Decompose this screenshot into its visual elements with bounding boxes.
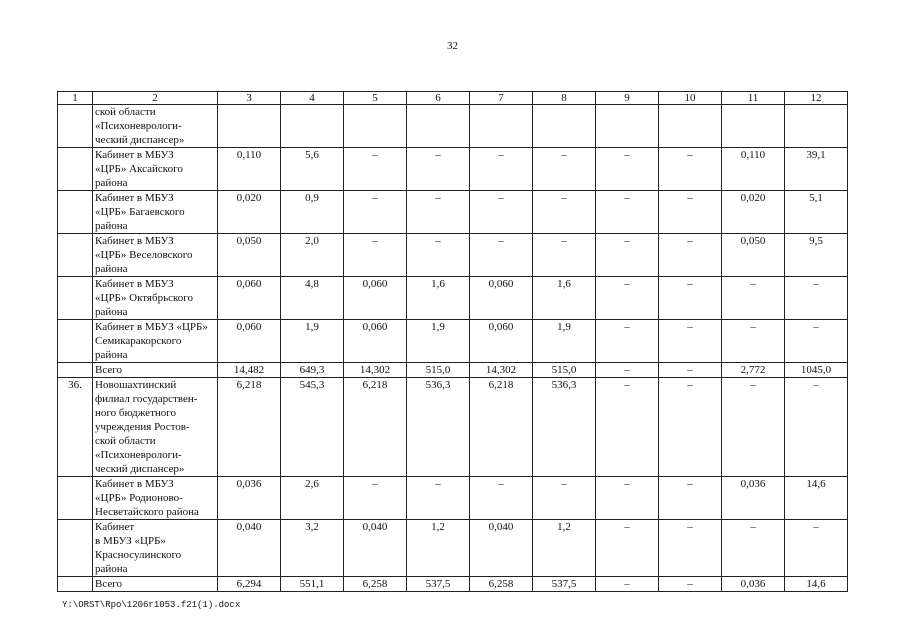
table-cell: 0,020 [218,191,281,234]
row-name: ской области «Психоневрологи- ческий диспансер» [93,105,218,148]
row-name: Кабинет в МБУЗ «ЦРБ» Октябрьского района [93,277,218,320]
table-cell: – [659,477,722,520]
table-cell: 0,110 [218,148,281,191]
table-cell: – [533,191,596,234]
row-number [58,477,93,520]
table-row [58,148,848,191]
table-row [58,577,848,592]
table-cell: 649,3 [281,363,344,378]
table-cell: 0,060 [470,277,533,320]
table-cell: 14,302 [470,363,533,378]
table-cell: 14,302 [344,363,407,378]
column-header: 10 [659,92,722,105]
table-cell: 1,9 [281,320,344,363]
table-cell: – [722,520,785,577]
table-cell: – [722,378,785,477]
table-cell: 537,5 [407,577,470,592]
column-header: 2 [93,92,218,105]
table-cell [218,105,281,148]
table-cell [785,105,848,148]
row-name: Кабинет в МБУЗ «ЦРБ» Багаевского района [93,191,218,234]
file-path-footer: Y:\ORST\Rpo\1206r1053.f21(1).docx [62,600,241,610]
table-cell: – [533,234,596,277]
table-cell: 2,6 [281,477,344,520]
row-number [58,191,93,234]
table-cell: 0,060 [344,277,407,320]
table-cell: – [596,378,659,477]
table-cell: 1,9 [533,320,596,363]
table-cell: – [659,277,722,320]
table-cell [533,105,596,148]
table-cell: – [785,520,848,577]
row-name: Кабинет в МБУЗ «ЦРБ» Веселовского района [93,234,218,277]
table-cell: – [659,577,722,592]
table-cell: – [596,577,659,592]
table-cell: 4,8 [281,277,344,320]
table-row [58,520,848,577]
table-cell: – [659,191,722,234]
table-cell: 6,294 [218,577,281,592]
table-row [58,477,848,520]
row-name: Всего [93,363,218,378]
table-cell: – [344,148,407,191]
table-cell: 0,040 [218,520,281,577]
table-cell: 515,0 [533,363,596,378]
row-number [58,363,93,378]
table-cell: 1,6 [407,277,470,320]
table-cell [596,105,659,148]
column-header: 9 [596,92,659,105]
table-cell: 3,2 [281,520,344,577]
table-cell: – [344,477,407,520]
column-header: 1 [58,92,93,105]
row-number [58,577,93,592]
column-header: 3 [218,92,281,105]
table-cell: – [533,477,596,520]
column-header: 12 [785,92,848,105]
table-cell: 0,036 [722,477,785,520]
table-cell: 1,2 [533,520,596,577]
row-number [58,148,93,191]
table-cell: 6,258 [344,577,407,592]
table-cell: – [659,378,722,477]
table-cell: 1,2 [407,520,470,577]
table-row [58,234,848,277]
table-cell: – [533,148,596,191]
table-cell: – [470,191,533,234]
column-header: 6 [407,92,470,105]
table-cell: 0,050 [722,234,785,277]
table-cell: 551,1 [281,577,344,592]
table-cell: – [659,320,722,363]
data-table [57,91,848,592]
table-cell: 0,060 [218,277,281,320]
table-cell: 5,6 [281,148,344,191]
table-cell: – [785,277,848,320]
table-cell [722,105,785,148]
table-cell: – [470,477,533,520]
column-header: 4 [281,92,344,105]
table-cell: – [470,234,533,277]
row-number [58,277,93,320]
table-cell: 0,036 [218,477,281,520]
table-cell: – [659,363,722,378]
table-cell: 14,6 [785,477,848,520]
table-cell [407,105,470,148]
row-number [58,234,93,277]
table-cell: – [407,234,470,277]
table-cell: 1045,0 [785,363,848,378]
row-name: Кабинет в МБУЗ «ЦРБ» Аксайского района [93,148,218,191]
table-cell: – [344,191,407,234]
table-cell [470,105,533,148]
table-cell: 1,9 [407,320,470,363]
column-header: 11 [722,92,785,105]
table-row [58,320,848,363]
header-row [58,92,848,105]
row-number [58,520,93,577]
column-header: 8 [533,92,596,105]
table-cell: 14,482 [218,363,281,378]
table-cell: – [407,477,470,520]
table-cell: 515,0 [407,363,470,378]
table-cell: – [659,148,722,191]
table-cell: 537,5 [533,577,596,592]
table-row [58,277,848,320]
table-cell: – [344,234,407,277]
table-cell: 545,3 [281,378,344,477]
table-cell: 6,218 [470,378,533,477]
table-row [58,363,848,378]
row-name: Кабинет в МБУЗ «ЦРБ» Родионово- Несветайского района [93,477,218,520]
table-cell: 536,3 [407,378,470,477]
table-cell: 0,020 [722,191,785,234]
table-cell: – [659,234,722,277]
table-cell: 39,1 [785,148,848,191]
table-cell [281,105,344,148]
table-cell: – [596,363,659,378]
table-row [58,191,848,234]
table-cell: 0,110 [722,148,785,191]
table-cell: – [596,277,659,320]
table-cell: 0,060 [344,320,407,363]
table-cell: 0,060 [218,320,281,363]
table-cell: – [470,148,533,191]
table-cell: – [596,191,659,234]
table-cell: 0,040 [470,520,533,577]
table-cell: 0,060 [470,320,533,363]
table-cell: 2,772 [722,363,785,378]
table-cell: – [596,320,659,363]
table-cell: 6,218 [344,378,407,477]
table-cell: – [596,477,659,520]
table-row [58,378,848,477]
row-name: Кабинет в МБУЗ «ЦРБ» Красносулинского района [93,520,218,577]
table-cell: – [596,234,659,277]
table-cell: 0,050 [218,234,281,277]
table-cell: 0,040 [344,520,407,577]
table-cell [344,105,407,148]
row-number [58,105,93,148]
row-number [58,320,93,363]
table-cell: – [785,378,848,477]
table-cell: 6,258 [470,577,533,592]
table-cell: 5,1 [785,191,848,234]
column-header: 5 [344,92,407,105]
table-cell: 0,036 [722,577,785,592]
table-cell: 0,9 [281,191,344,234]
table-cell: 1,6 [533,277,596,320]
row-name: Кабинет в МБУЗ «ЦРБ» Семикаракорского района [93,320,218,363]
table-row [58,105,848,148]
table-cell: 2,0 [281,234,344,277]
row-name: Всего [93,577,218,592]
table-cell: – [722,320,785,363]
table-cell: 14,6 [785,577,848,592]
row-name: Новошахтинский филиал государствен- ного бюджетного учреждения Ростов- ской области «Психоневрологи- ческий диспансер» [93,378,218,477]
table-cell: – [407,148,470,191]
column-header: 7 [470,92,533,105]
table-cell: – [596,520,659,577]
page-number: 32 [447,40,458,52]
table-cell: – [407,191,470,234]
table-cell: – [596,148,659,191]
table-cell: – [722,277,785,320]
table-cell [659,105,722,148]
table-cell: 536,3 [533,378,596,477]
table-cell: 9,5 [785,234,848,277]
table-cell: – [659,520,722,577]
table-cell: 6,218 [218,378,281,477]
row-number: 36. [58,378,93,477]
table-cell: – [785,320,848,363]
